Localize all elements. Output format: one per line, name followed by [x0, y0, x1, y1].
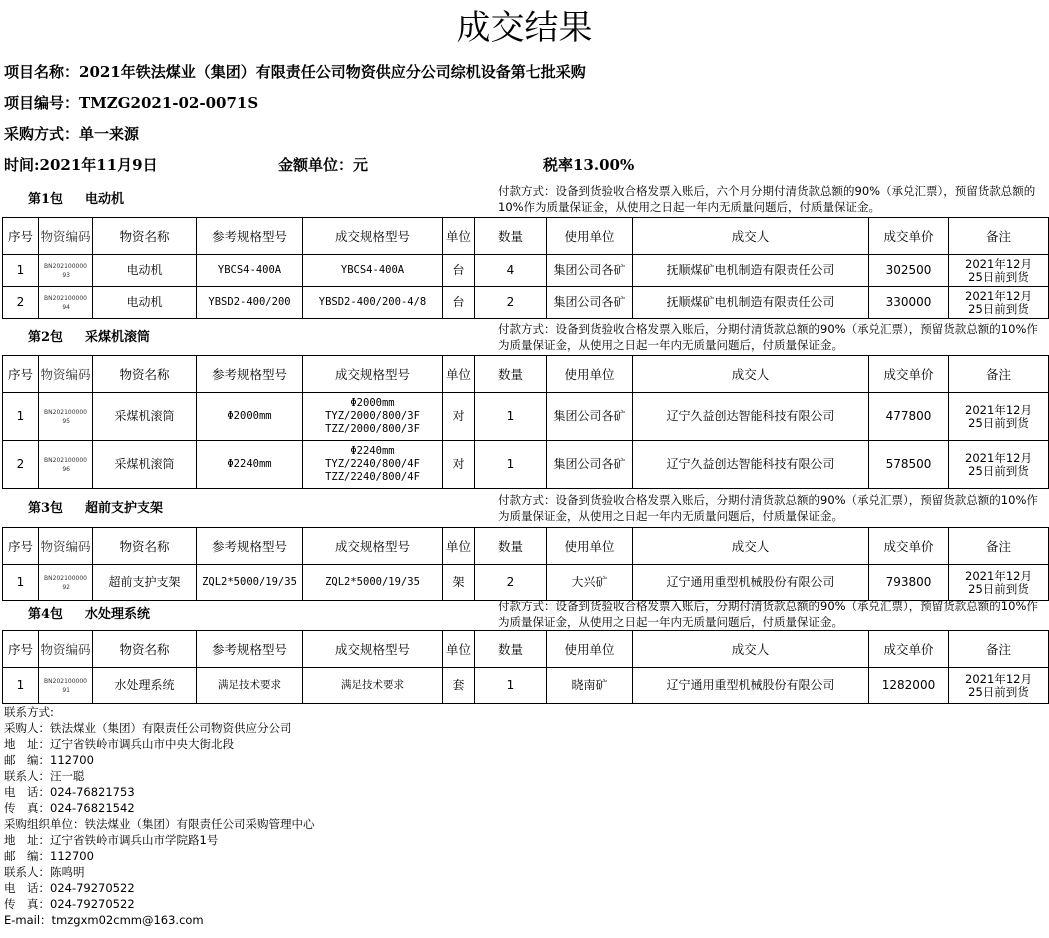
result-table	[2, 630, 1049, 704]
spec-line: YBSD2-400/200-4/8	[318, 296, 427, 308]
cell-name: 电动机	[93, 255, 197, 287]
package-name: 超前支护支架	[85, 501, 164, 516]
contact-line: 传 真：024-79270522	[4, 897, 135, 911]
cell-seq: 2	[3, 287, 39, 319]
column-header-user: 使用单位	[547, 218, 633, 255]
code-line: 93	[62, 271, 70, 279]
cell-price: 330000	[869, 287, 949, 319]
column-header-winner: 成交人	[633, 218, 869, 255]
cell-user: 集团公司各矿	[547, 441, 633, 489]
spec-line: TZZ/2240/800/4F	[325, 471, 420, 483]
cell-price: 793800	[869, 565, 949, 601]
package-title	[28, 603, 172, 622]
contact-line: 地 址：辽宁省铁岭市调兵山市中央大街北段	[4, 737, 234, 751]
column-header-note: 备注	[949, 356, 1049, 393]
package-title	[28, 497, 185, 516]
cell-ref-spec: YBSD2-400/200	[197, 287, 303, 319]
contact-info	[4, 704, 315, 928]
column-header-user: 使用单位	[547, 528, 633, 565]
note-line: 25日前到货	[968, 463, 1029, 478]
package-name: 采煤机滚筒	[85, 330, 151, 345]
column-header-seq: 序号	[3, 218, 39, 255]
column-header-note: 备注	[949, 631, 1049, 668]
column-header-name: 物资名称	[93, 356, 197, 393]
date: 时间:2021年11月9日	[4, 156, 158, 174]
cell-ref-spec: 满足技术要求	[197, 668, 303, 704]
cell-code	[39, 565, 93, 601]
cell-user: 集团公司各矿	[547, 287, 633, 319]
contact-line: 采购人：铁法煤业（集团）有限责任公司物资供应分公司	[4, 721, 292, 735]
contact-line: 地 址：辽宁省铁岭市调兵山市学院路1号	[4, 833, 219, 847]
cell-user: 大兴矿	[547, 565, 633, 601]
cell-note	[949, 565, 1049, 601]
cell-seq: 1	[3, 668, 39, 704]
cell-note	[949, 255, 1049, 287]
column-header-seq: 序号	[3, 631, 39, 668]
column-header-qty: 数量	[475, 528, 547, 565]
cell-name: 采煤机滚筒	[93, 393, 197, 441]
column-header-qty: 数量	[475, 356, 547, 393]
column-header-qty: 数量	[475, 218, 547, 255]
note-line: 25日前到货	[968, 301, 1029, 316]
contact-line: E-mail：tmzgxm02cmm@163.com	[4, 913, 204, 927]
column-header-name: 物资名称	[93, 631, 197, 668]
contact-line: 电 话：024-79270522	[4, 881, 135, 895]
cell-deal-spec	[303, 565, 443, 601]
cell-winner: 辽宁久益创达智能科技有限公司	[633, 441, 869, 489]
column-header-name: 物资名称	[93, 528, 197, 565]
column-header-ref: 参考规格型号	[197, 528, 303, 565]
column-header-ref: 参考规格型号	[197, 631, 303, 668]
cell-winner: 抚顺煤矿电机制造有限责任公司	[633, 287, 869, 319]
spec-line: TYZ/2240/800/4F	[325, 458, 420, 470]
column-header-price: 成交单价	[869, 631, 949, 668]
cell-user: 集团公司各矿	[547, 393, 633, 441]
column-header-unit: 单位	[443, 356, 475, 393]
code-line: 94	[62, 303, 70, 311]
table-row	[3, 668, 1049, 704]
table-header-row	[3, 528, 1049, 565]
table-header-row	[3, 218, 1049, 255]
package-name: 电动机	[85, 192, 125, 207]
package-number: 第4包	[28, 607, 64, 622]
spec-line: Φ2000mm	[350, 397, 395, 409]
cell-user: 集团公司各矿	[547, 255, 633, 287]
column-header-deal: 成交规格型号	[303, 218, 443, 255]
note-line: 2021年12月	[965, 288, 1032, 303]
code-line: BN202100000	[44, 677, 87, 685]
cell-code	[39, 255, 93, 287]
cell-note	[949, 287, 1049, 319]
cell-note	[949, 393, 1049, 441]
column-header-winner: 成交人	[633, 631, 869, 668]
contact-line: 电 话：024-76821753	[4, 785, 135, 799]
cell-name: 超前支护支架	[93, 565, 197, 601]
cell-seq: 1	[3, 565, 39, 601]
code-line: BN202100000	[44, 294, 87, 302]
package-number: 第1包	[28, 192, 64, 207]
column-header-winner: 成交人	[633, 528, 869, 565]
cell-unit: 台	[443, 255, 475, 287]
project-number: 项目编号：TMZG2021-02-0071S	[4, 94, 259, 112]
column-header-price: 成交单价	[869, 218, 949, 255]
payment-terms: 付款方式：设备到货验收合格发票入账后，分期付清货款总额的90%（承兑汇票），预留货款总额的10%作为质量保证金，从使用之日起一年内无质量问题后，付质量保证金。	[498, 599, 1038, 629]
code-line: 95	[62, 417, 70, 425]
code-line: BN202100000	[44, 262, 87, 270]
spec-line: TYZ/2000/800/3F	[325, 410, 420, 422]
cell-unit: 对	[443, 393, 475, 441]
note-line: 25日前到货	[968, 581, 1029, 596]
cell-seq: 1	[3, 393, 39, 441]
cell-winner: 辽宁通用重型机械股份有限公司	[633, 668, 869, 704]
contact-line: 联系人：陈鸣明	[4, 865, 85, 879]
note-line: 25日前到货	[968, 684, 1029, 699]
table-row	[3, 393, 1049, 441]
cell-deal-spec	[303, 255, 443, 287]
code-line: 92	[62, 583, 70, 591]
column-header-price: 成交单价	[869, 528, 949, 565]
cell-qty: 2	[475, 287, 547, 319]
contact-line: 传 真：024-76821542	[4, 801, 135, 815]
page-title: 成交结果	[456, 8, 593, 48]
column-header-unit: 单位	[443, 528, 475, 565]
result-table	[2, 217, 1049, 319]
cell-deal-spec	[303, 668, 443, 704]
table-row	[3, 565, 1049, 601]
column-header-name: 物资名称	[93, 218, 197, 255]
table-row	[3, 255, 1049, 287]
package-name: 水处理系统	[85, 607, 151, 622]
cell-user: 晓南矿	[547, 668, 633, 704]
cell-qty: 2	[475, 565, 547, 601]
cell-winner: 辽宁久益创达智能科技有限公司	[633, 393, 869, 441]
column-header-code: 物资编码	[39, 631, 93, 668]
table-header-row	[3, 631, 1049, 668]
column-header-note: 备注	[949, 528, 1049, 565]
note-line: 25日前到货	[968, 269, 1029, 284]
cell-seq: 1	[3, 255, 39, 287]
spec-line: Φ2240mm	[350, 445, 395, 457]
cell-code	[39, 393, 93, 441]
spec-line: 满足技术要求	[341, 679, 404, 691]
cell-note	[949, 441, 1049, 489]
tax-rate: 税率13.00%	[543, 156, 635, 174]
package-number: 第3包	[28, 501, 64, 516]
payment-terms: 付款方式：设备到货验收合格发票入账后，六个月分期付清货款总额的90%（承兑汇票），预留货款总额的10%作为质量保证金，从使用之日起一年内无质量问题后，付质量保证金。	[498, 184, 1036, 214]
cell-price: 477800	[869, 393, 949, 441]
code-line: BN202100000	[44, 574, 87, 582]
spec-line: ZQL2*5000/19/35	[325, 576, 420, 588]
cell-deal-spec	[303, 441, 443, 489]
payment-terms: 付款方式：设备到货验收合格发票入账后，分期付清货款总额的90%（承兑汇票），预留货款总额的10%作为质量保证金，从使用之日起一年内无质量问题后，付质量保证金。	[498, 493, 1038, 523]
result-table	[2, 527, 1049, 601]
contact-line: 邮 编：112700	[4, 849, 94, 863]
column-header-user: 使用单位	[547, 356, 633, 393]
cell-ref-spec: YBCS4-400A	[197, 255, 303, 287]
table-row	[3, 441, 1049, 489]
spec-line: YBCS4-400A	[340, 264, 405, 276]
cell-unit: 对	[443, 441, 475, 489]
table-row	[3, 287, 1049, 319]
column-header-qty: 数量	[475, 631, 547, 668]
note-line: 25日前到货	[968, 415, 1029, 430]
cell-unit: 台	[443, 287, 475, 319]
contact-line: 采购组织单位：铁法煤业（集团）有限责任公司采购管理中心	[4, 817, 315, 831]
cell-winner: 辽宁通用重型机械股份有限公司	[633, 565, 869, 601]
code-line: 91	[62, 686, 70, 694]
cell-ref-spec: Φ2240mm	[197, 441, 303, 489]
column-header-note: 备注	[949, 218, 1049, 255]
code-line: 96	[62, 465, 70, 473]
cell-deal-spec	[303, 393, 443, 441]
cell-code	[39, 668, 93, 704]
column-header-code: 物资编码	[39, 528, 93, 565]
cell-note	[949, 668, 1049, 704]
cell-price: 1282000	[869, 668, 949, 704]
contact-line: 邮 编：112700	[4, 753, 94, 767]
cell-qty: 4	[475, 255, 547, 287]
project-name: 项目名称：2021年铁法煤业（集团）有限责任公司物资供应分公司综机设备第七批采购	[4, 63, 586, 81]
note-line: 2021年12月	[965, 568, 1032, 583]
column-header-winner: 成交人	[633, 356, 869, 393]
column-header-seq: 序号	[3, 356, 39, 393]
cell-name: 电动机	[93, 287, 197, 319]
cell-code	[39, 441, 93, 489]
column-header-ref: 参考规格型号	[197, 218, 303, 255]
cell-name: 水处理系统	[93, 668, 197, 704]
note-line: 2021年12月	[965, 671, 1032, 686]
cell-deal-spec	[303, 287, 443, 319]
column-header-deal: 成交规格型号	[303, 631, 443, 668]
column-header-code: 物资编码	[39, 356, 93, 393]
table-header-row	[3, 356, 1049, 393]
package-title	[28, 326, 172, 345]
column-header-unit: 单位	[443, 631, 475, 668]
code-line: BN202100000	[44, 408, 87, 416]
payment-terms: 付款方式：设备到货验收合格发票入账后，分期付清货款总额的90%（承兑汇票），预留货款总额的10%作为质量保证金，从使用之日起一年内无质量问题后，付质量保证金。	[498, 322, 1038, 352]
procurement-method: 采购方式：单一来源	[4, 125, 140, 143]
column-header-deal: 成交规格型号	[303, 356, 443, 393]
cell-ref-spec: Φ2000mm	[197, 393, 303, 441]
code-line: BN202100000	[44, 456, 87, 464]
package-title	[28, 188, 146, 207]
column-header-seq: 序号	[3, 528, 39, 565]
result-table	[2, 355, 1049, 489]
spec-line: TZZ/2000/800/3F	[325, 423, 420, 435]
column-header-user: 使用单位	[547, 631, 633, 668]
note-line: 2021年12月	[965, 450, 1032, 465]
package-number: 第2包	[28, 330, 64, 345]
column-header-ref: 参考规格型号	[197, 356, 303, 393]
cell-unit: 架	[443, 565, 475, 601]
note-line: 2021年12月	[965, 402, 1032, 417]
cell-qty: 1	[475, 668, 547, 704]
column-header-code: 物资编码	[39, 218, 93, 255]
cell-unit: 套	[443, 668, 475, 704]
cell-winner: 抚顺煤矿电机制造有限责任公司	[633, 255, 869, 287]
cell-price: 302500	[869, 255, 949, 287]
cell-price: 578500	[869, 441, 949, 489]
cell-seq: 2	[3, 441, 39, 489]
contact-line: 联系人：汪一聪	[4, 769, 85, 783]
column-header-price: 成交单价	[869, 356, 949, 393]
cell-ref-spec: ZQL2*5000/19/35	[197, 565, 303, 601]
column-header-deal: 成交规格型号	[303, 528, 443, 565]
note-line: 2021年12月	[965, 256, 1032, 271]
column-header-unit: 单位	[443, 218, 475, 255]
contact-line: 联系方式:	[4, 705, 54, 719]
cell-name: 采煤机滚筒	[93, 441, 197, 489]
cell-qty: 1	[475, 441, 547, 489]
cell-qty: 1	[475, 393, 547, 441]
currency-unit: 金额单位：元	[278, 156, 369, 174]
cell-code	[39, 287, 93, 319]
